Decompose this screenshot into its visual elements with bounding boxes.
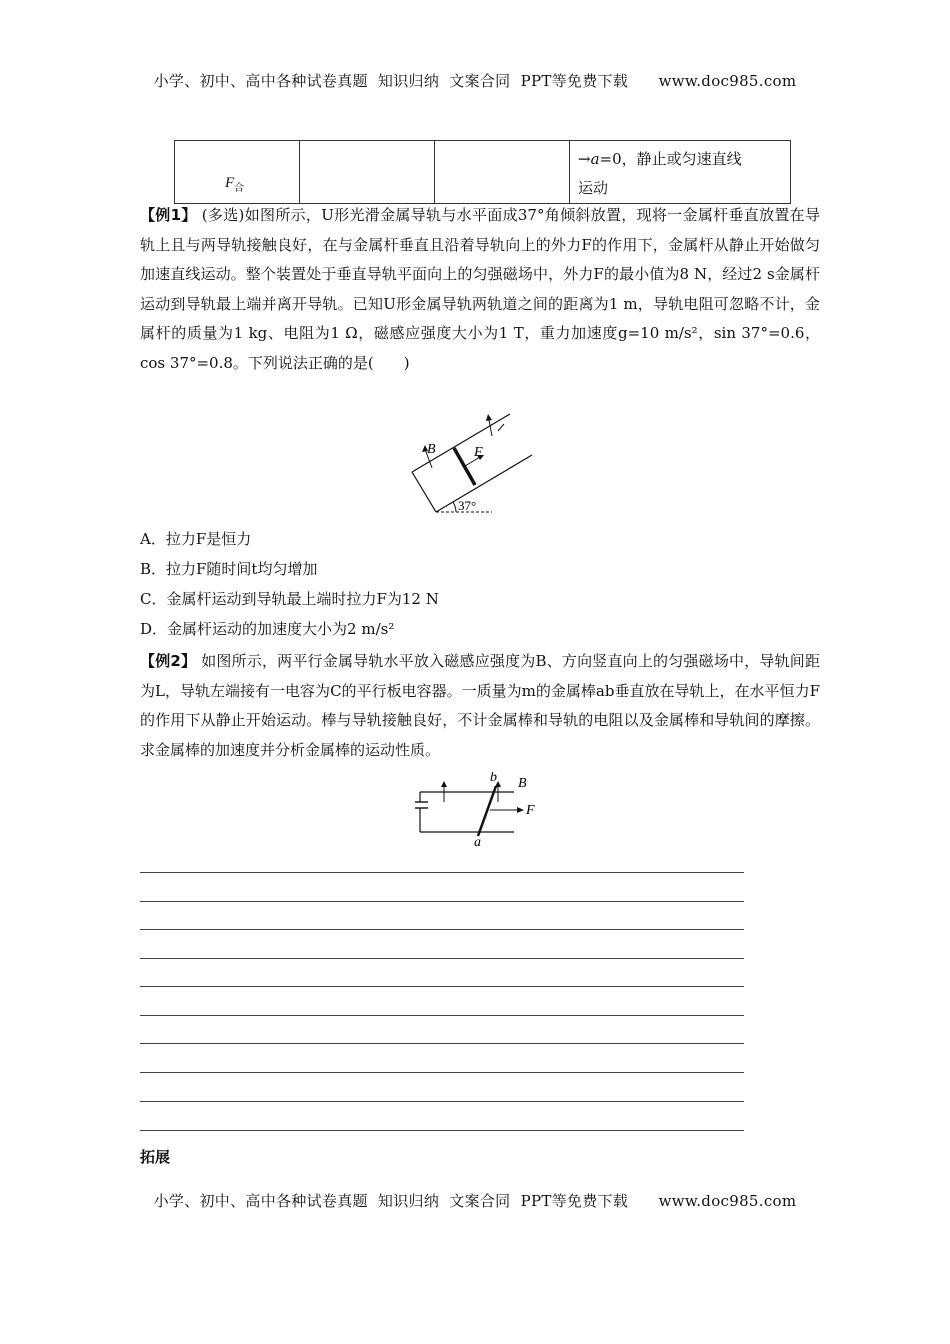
example2-paragraph bbox=[140, 647, 820, 765]
option-d: D．金属杆运动的加速度大小为2 m/s² bbox=[140, 620, 395, 638]
example1-label: 【例1】 bbox=[140, 206, 197, 224]
accel-symbol: a bbox=[590, 150, 600, 168]
option-c: C．金属杆运动到导轨最上端时拉力F为12 N bbox=[140, 590, 439, 608]
example2-text: 如图所示，两平行金属导轨水平放入磁感应强度为B、方向竖直向上的匀强磁场中，导轨间距为L，导轨左端接有一电容为C的平行板电容器。一质量为m的金属棒ab垂直放在导轨上，在水平恒力F的作用下从静止开始运动。棒与导轨接触良好，不计金属棒和导轨的电阻以及金属棒和导轨间的摩擦。求金属棒的加速度并分析金属棒的运动性质。 bbox=[140, 652, 820, 759]
answer-line bbox=[140, 1130, 744, 1131]
answer-line bbox=[140, 1043, 744, 1044]
page-header: 小学、初中、高中各种试卷真题 知识归纳 文案合同 PPT等免费下载 www.doc985.com bbox=[153, 72, 797, 90]
table-cell bbox=[300, 141, 435, 204]
answer-line bbox=[140, 1015, 744, 1016]
cell-text: =0，静止或匀速直线 bbox=[599, 150, 742, 168]
answer-line bbox=[140, 1101, 744, 1102]
label-F: F bbox=[474, 445, 483, 460]
example2-figure bbox=[414, 772, 544, 850]
answer-line bbox=[140, 958, 744, 959]
table-cell bbox=[435, 141, 570, 204]
answer-line bbox=[140, 929, 744, 930]
table-cell-net-force bbox=[175, 141, 300, 204]
option-b: B．拉力F随时间t均匀增加 bbox=[140, 560, 318, 578]
label-B: B bbox=[427, 442, 436, 457]
answer-line bbox=[140, 872, 744, 873]
answer-line bbox=[140, 986, 744, 987]
label-B: B bbox=[518, 776, 527, 791]
arrow-glyph: → bbox=[578, 150, 591, 168]
page-footer: 小学、初中、高中各种试卷真题 知识归纳 文案合同 PPT等免费下载 www.doc985.com bbox=[153, 1192, 797, 1210]
summary-table bbox=[174, 140, 791, 204]
force-subscript: 合 bbox=[234, 183, 245, 194]
answer-line bbox=[140, 901, 744, 902]
force-symbol: F bbox=[225, 175, 235, 191]
example1-figure bbox=[400, 408, 540, 518]
label-a: a bbox=[474, 835, 481, 850]
table-cell-result bbox=[570, 141, 791, 204]
cell-text-line2: 运动 bbox=[578, 179, 609, 197]
example1-tag: (多选) bbox=[201, 206, 245, 224]
table-row bbox=[175, 141, 791, 204]
answer-line bbox=[140, 1072, 744, 1073]
label-F: F bbox=[526, 803, 535, 818]
metal-rod bbox=[454, 448, 475, 485]
example1-text: 如图所示，U形光滑金属导轨与水平面成37°角倾斜放置，现将一金属杆垂直放置在导轨上且与两导轨接触良好，在与金属杆垂直且沿着导轨向上的外力F的作用下，金属杆从静止开始做匀加速直线运动。整个装置处于垂直导轨平面向上的匀强磁场中，外力F的最小值为8 N，经过2 s金属杆运动到导轨最上端并离开导轨。已知U形金属导轨两轨道之间的距离为1 m，导轨电阻可忽略不计，金属杆的质量为1 kg、电阻为1 Ω，磁感应强度大小为1 T，重力加速度g=10 m/s²，sin 37°=0.6，cos 37°=0.8。下列说法正确的是( ) bbox=[140, 206, 820, 372]
example2-label: 【例2】 bbox=[140, 652, 197, 670]
metal-rod-ab bbox=[478, 786, 496, 836]
example1-paragraph bbox=[140, 201, 820, 378]
angle-label: 37° bbox=[458, 498, 477, 513]
extension-title: 拓展 bbox=[140, 1148, 171, 1166]
label-b: b bbox=[490, 772, 497, 785]
option-a: A．拉力F是恒力 bbox=[140, 530, 252, 548]
